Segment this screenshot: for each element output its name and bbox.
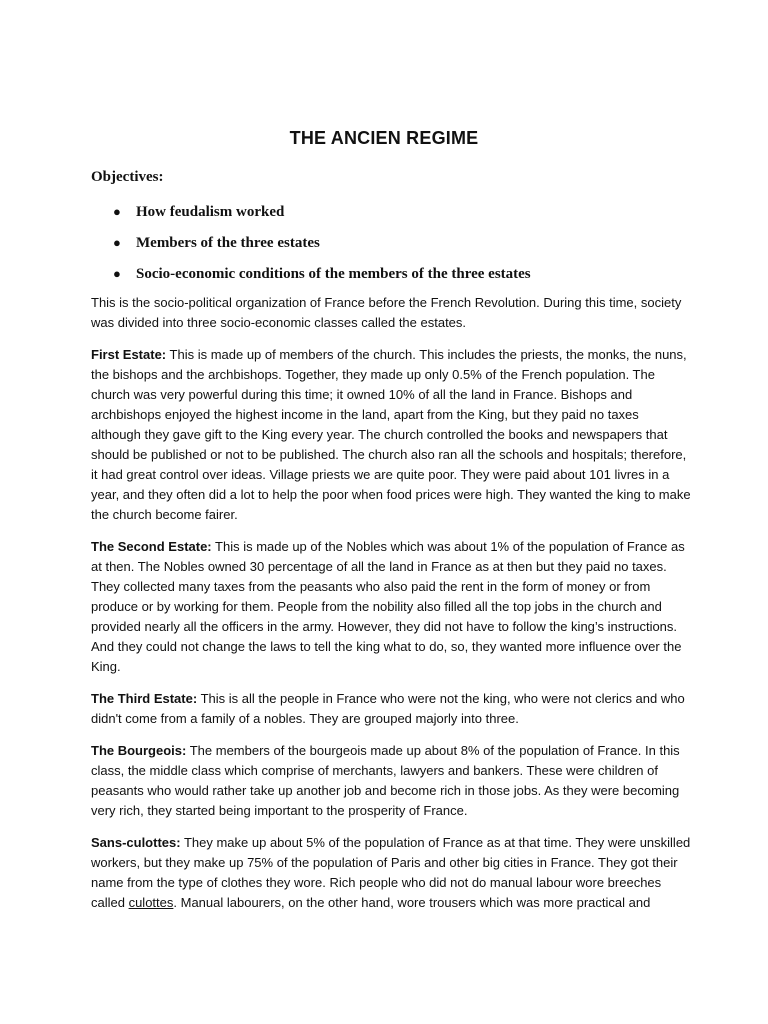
section-text: This is made up of members of the church. This includes the priests, the monks, the nuns, the bishops and the archbishops. Together, they made up only 0.5% of the French population. The church was very powerful during this time; it owned 10% of all the land in France. Bishops and archbishops enjoyed the highest income in the land, apart from the King, but they paid no taxes although they gave gift to the King every year. The church controlled the books and newspapers that should be published or not to be published. The church also ran all the schools and hospitals; therefore, it had great control over ideas. Village priests we are quite poor. They were paid about 101 livres in a year, and they often did a lot to help the poor when food prices were high. They wanted the king to make the church become fairer. [91, 347, 691, 522]
section-label: Sans-culottes: [91, 835, 181, 850]
section-text: This is made up of the Nobles which was about 1% of the population of France as at then. The Nobles owned 30 percentage of all the land in France as at then but they paid no taxes. They collected many taxes from the peasants who also paid the rent in the form of money or from produce or by working for them. People from the nobility also filled all the top jobs in the church and provided nearly all the officers in the army. However, they did not have to follow the king’s instructions. And they could not change the laws to tell the king what to do, so, they wanted more influence over the King. [91, 539, 685, 674]
bullet-icon: ● [113, 204, 121, 219]
section-text: The members of the bourgeois made up about 8% of the population of France. In this class, the middle class which comprise of merchants, lawyers and bankers. These were children of peasants who would rather take up another job and become rich in those jobs. As they were becoming very rich, they started being important to the prosperity of France. [91, 743, 680, 818]
section-text-continued: . Manual labourers, on the other hand, wore trousers which was more practical and [173, 895, 651, 910]
section-paragraph-third-estate [91, 689, 691, 729]
objective-item [110, 201, 531, 232]
objective-text: How feudalism worked [136, 204, 285, 220]
underlined-term: culottes [128, 895, 174, 910]
bullet-icon: ● [113, 235, 121, 250]
section-label: The Bourgeois: [91, 743, 187, 758]
objective-item [110, 232, 531, 263]
bullet-icon: ● [113, 266, 121, 281]
section-text: They make up about 5% of the population of France as at that time. They were unskilled workers, but they make up 75% of the population of Paris and other big cities in France. They got their name from the type of clothes they wore. Rich people who did not do manual labour wore breeches called [91, 835, 691, 910]
section-label: The Second Estate: [91, 539, 212, 554]
section-label: First Estate: [91, 347, 167, 362]
section-text: This is all the people in France who were not the king, who were not clerics and who didn't come from a family of a nobles. They are grouped majorly into three. [91, 691, 685, 726]
section-label: The Third Estate: [91, 691, 198, 706]
document-body [91, 293, 691, 925]
section-paragraph-sans-culottes [91, 833, 691, 913]
objectives-heading: Objectives: [91, 169, 164, 185]
section-paragraph-second-estate [91, 537, 691, 677]
objective-text: Socio-economic conditions of the members of the three estates [136, 266, 531, 282]
objective-item [110, 263, 531, 294]
section-paragraph-first-estate [91, 345, 691, 525]
document-title: THE ANCIEN REGIME [289, 128, 479, 148]
section-paragraph-bourgeois [91, 741, 691, 821]
intro-paragraph: This is the socio-political organization of France before the French Revolution. During this time, society was divided into three socio-economic classes called the estates. [91, 295, 682, 330]
objective-text: Members of the three estates [136, 235, 320, 251]
objectives-list [110, 201, 531, 294]
